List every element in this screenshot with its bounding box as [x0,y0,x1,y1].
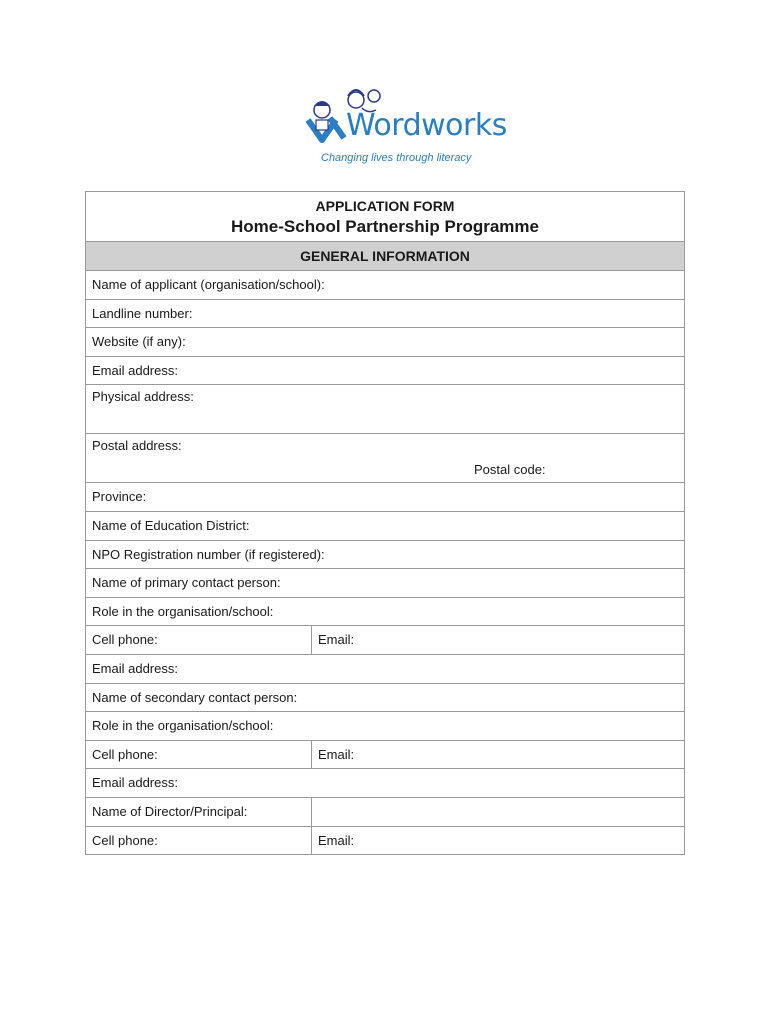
form-title-block [86,192,684,241]
website-field[interactable]: Website (if any): [86,327,684,356]
postal-address-field[interactable] [86,433,684,482]
primary-cell-field[interactable]: Cell phone: [86,626,312,654]
director-extra-field[interactable] [312,798,684,826]
primary-role-field[interactable]: Role in the organisation/school: [86,597,684,626]
director-row [86,797,684,826]
secondary-cell-field[interactable]: Cell phone: [86,741,312,769]
physical-address-field[interactable]: Physical address: [86,384,684,433]
director-cell-email-field[interactable]: Email: [318,832,355,848]
education-district-field[interactable]: Name of Education District: [86,511,684,540]
primary-cell-email-field[interactable]: Email: [318,632,355,648]
director-cell-field[interactable]: Cell phone: [86,827,312,855]
postal-code-label: Postal code: [474,462,546,478]
logo-brand-text: Wordworks [346,108,507,143]
section-heading: GENERAL INFORMATION [86,241,684,270]
application-form [85,191,685,855]
secondary-email-field[interactable]: Email address: [86,768,684,797]
logo-tagline: Changing lives through literacy [321,152,472,164]
email-field[interactable]: Email address: [86,356,684,385]
province-field[interactable]: Province: [86,482,684,511]
secondary-cell-email-field[interactable]: Email: [318,746,355,762]
primary-cell-row [86,625,684,654]
primary-contact-field[interactable]: Name of primary contact person: [86,568,684,597]
wordworks-logo [300,80,507,172]
secondary-role-field[interactable]: Role in the organisation/school: [86,711,684,740]
postal-address-label: Postal address: [92,438,182,454]
secondary-cell-row [86,740,684,769]
form-title: APPLICATION FORM [315,198,455,214]
npo-number-field[interactable]: NPO Registration number (if registered): [86,540,684,569]
primary-email-field[interactable]: Email address: [86,654,684,683]
form-subtitle: Home-School Partnership Programme [231,217,539,236]
director-field[interactable]: Name of Director/Principal: [86,798,312,826]
applicant-name-field[interactable]: Name of applicant (organisation/school): [86,270,684,299]
landline-field[interactable]: Landline number: [86,299,684,328]
secondary-contact-field[interactable]: Name of secondary contact person: [86,683,684,712]
director-cell-row [86,826,684,855]
